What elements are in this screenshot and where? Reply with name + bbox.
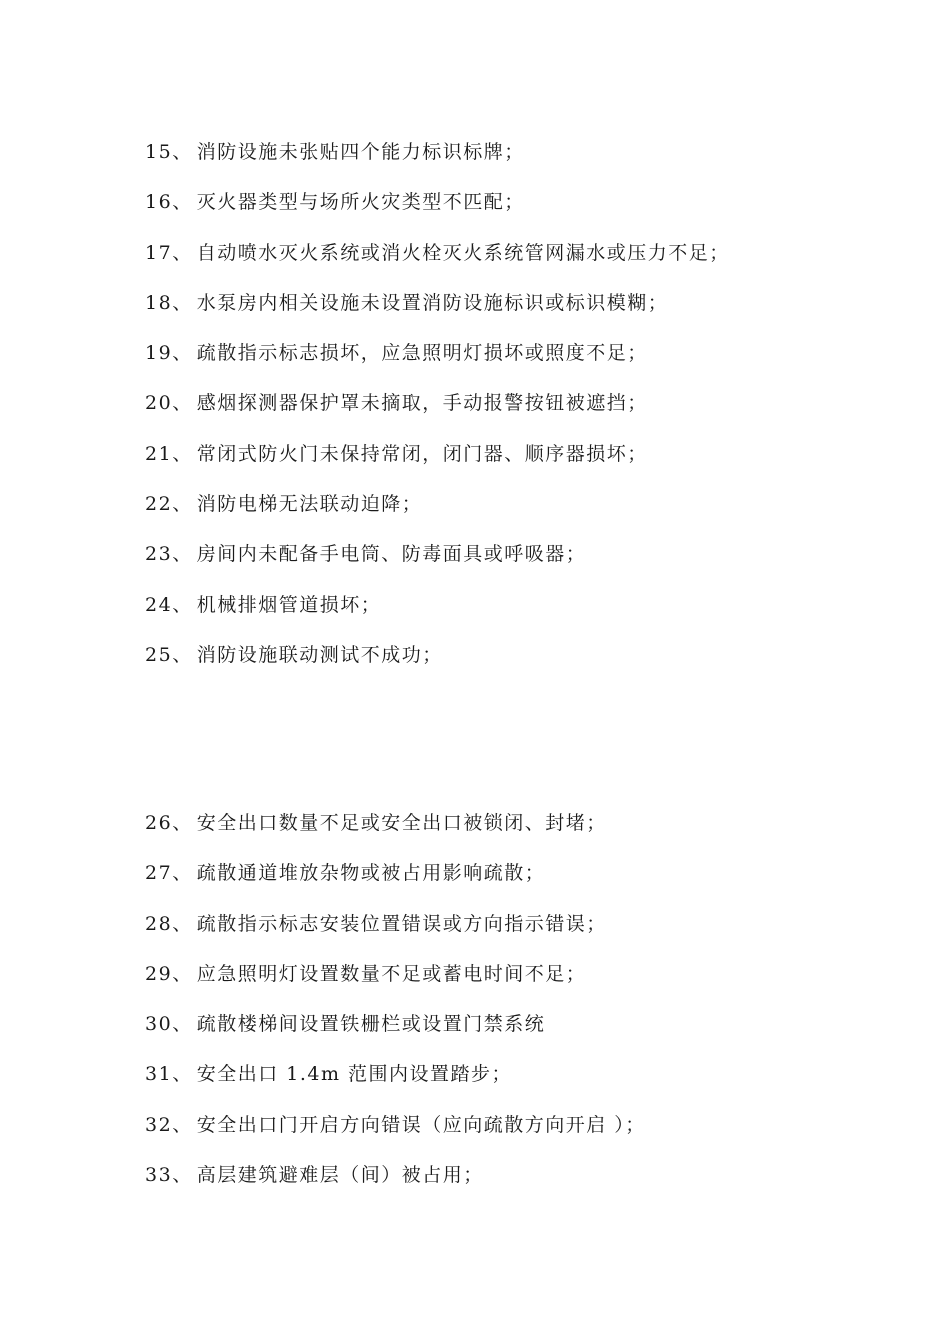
item-separator: 、	[172, 1164, 193, 1187]
item-number: 18	[145, 291, 173, 314]
list-item-23	[145, 536, 910, 586]
item-text: 疏散指示标志安装位置错误或方向指示错误；	[196, 912, 607, 935]
list-item-31	[145, 1056, 910, 1106]
list-item-22	[145, 486, 910, 536]
item-separator: 、	[172, 442, 193, 465]
item-number: 30	[145, 1013, 173, 1036]
checklist-section-1	[145, 134, 910, 687]
item-text: 安全出口 1.4m 范围内设置踏步；	[196, 1063, 513, 1086]
item-number: 21	[145, 442, 173, 465]
item-text: 消防设施联动测试不成功；	[196, 643, 443, 666]
item-separator: 、	[172, 191, 193, 214]
item-separator: 、	[172, 141, 193, 163]
item-text: 房间内未配备手电筒、防毒面具或呼吸器；	[196, 543, 587, 566]
item-text: 消防设施未张贴四个能力标识标牌；	[196, 141, 525, 163]
item-number: 17	[145, 241, 173, 264]
item-number: 27	[145, 862, 173, 885]
item-text: 应急照明灯设置数量不足或蓄电时间不足；	[196, 962, 587, 985]
item-number: 25	[145, 643, 173, 666]
list-item-24	[145, 587, 910, 637]
item-number: 33	[145, 1164, 173, 1187]
item-text: 常闭式防火门未保持常闭，闭门器、顺序器损坏；	[196, 442, 648, 465]
item-text: 感烟探测器保护罩未摘取，手动报警按钮被遮挡；	[196, 392, 648, 415]
item-text: 疏散通道堆放杂物或被占用影响疏散；	[196, 862, 546, 885]
item-text: 水泵房内相关设施未设置消防设施标识或标识模糊；	[196, 291, 669, 314]
item-text: 自动喷水灭火系统或消火栓灭火系统管网漏水或压力不足；	[196, 241, 730, 264]
item-separator: 、	[172, 392, 193, 415]
item-text: 高层建筑避难层（间）被占用；	[196, 1164, 484, 1187]
item-separator: 、	[172, 812, 193, 834]
item-number: 28	[145, 912, 173, 935]
item-text: 消防电梯无法联动迫降；	[196, 493, 423, 516]
list-item-28	[145, 906, 910, 956]
item-text: 安全出口门开启方向错误（应向疏散方向开启 ）；	[196, 1113, 646, 1136]
item-separator: 、	[172, 241, 193, 264]
item-number: 24	[145, 593, 173, 616]
item-separator: 、	[172, 643, 193, 666]
list-item-25	[145, 637, 910, 687]
item-number: 15	[145, 141, 173, 163]
item-separator: 、	[172, 342, 193, 365]
item-separator: 、	[172, 543, 193, 566]
item-number: 20	[145, 392, 173, 415]
list-item-18	[145, 285, 910, 335]
list-item-32	[145, 1107, 910, 1157]
list-item-26	[145, 805, 910, 855]
list-item-17	[145, 235, 910, 285]
item-separator: 、	[172, 593, 193, 616]
list-item-19	[145, 335, 910, 385]
list-item-27	[145, 855, 910, 905]
item-number: 26	[145, 812, 173, 834]
item-text: 机械排烟管道损坏；	[196, 593, 382, 616]
checklist-section-2	[145, 805, 910, 1207]
item-number: 16	[145, 191, 173, 214]
item-text: 疏散楼梯间设置铁栅栏或设置门禁系统	[196, 1013, 546, 1036]
item-number: 19	[145, 342, 173, 365]
list-item-16	[145, 184, 910, 234]
item-number: 31	[145, 1063, 173, 1086]
item-separator: 、	[172, 1113, 193, 1136]
item-separator: 、	[172, 962, 193, 985]
item-separator: 、	[172, 291, 193, 314]
item-separator: 、	[172, 1013, 193, 1036]
item-separator: 、	[172, 862, 193, 885]
item-separator: 、	[172, 1063, 193, 1086]
list-item-29	[145, 956, 910, 1006]
item-text: 疏散指示标志损坏，应急照明灯损坏或照度不足；	[196, 342, 648, 365]
list-item-15	[145, 134, 910, 184]
item-separator: 、	[172, 493, 193, 516]
item-number: 32	[145, 1113, 173, 1136]
item-number: 29	[145, 962, 173, 985]
list-item-21	[145, 436, 910, 486]
list-item-30	[145, 1006, 910, 1056]
list-item-33	[145, 1157, 910, 1207]
item-separator: 、	[172, 912, 193, 935]
item-number: 23	[145, 543, 173, 566]
item-number: 22	[145, 493, 173, 516]
item-text: 灭火器类型与场所火灾类型不匹配；	[196, 191, 525, 214]
item-text: 安全出口数量不足或安全出口被锁闭、封堵；	[196, 812, 607, 834]
list-item-20	[145, 385, 910, 435]
